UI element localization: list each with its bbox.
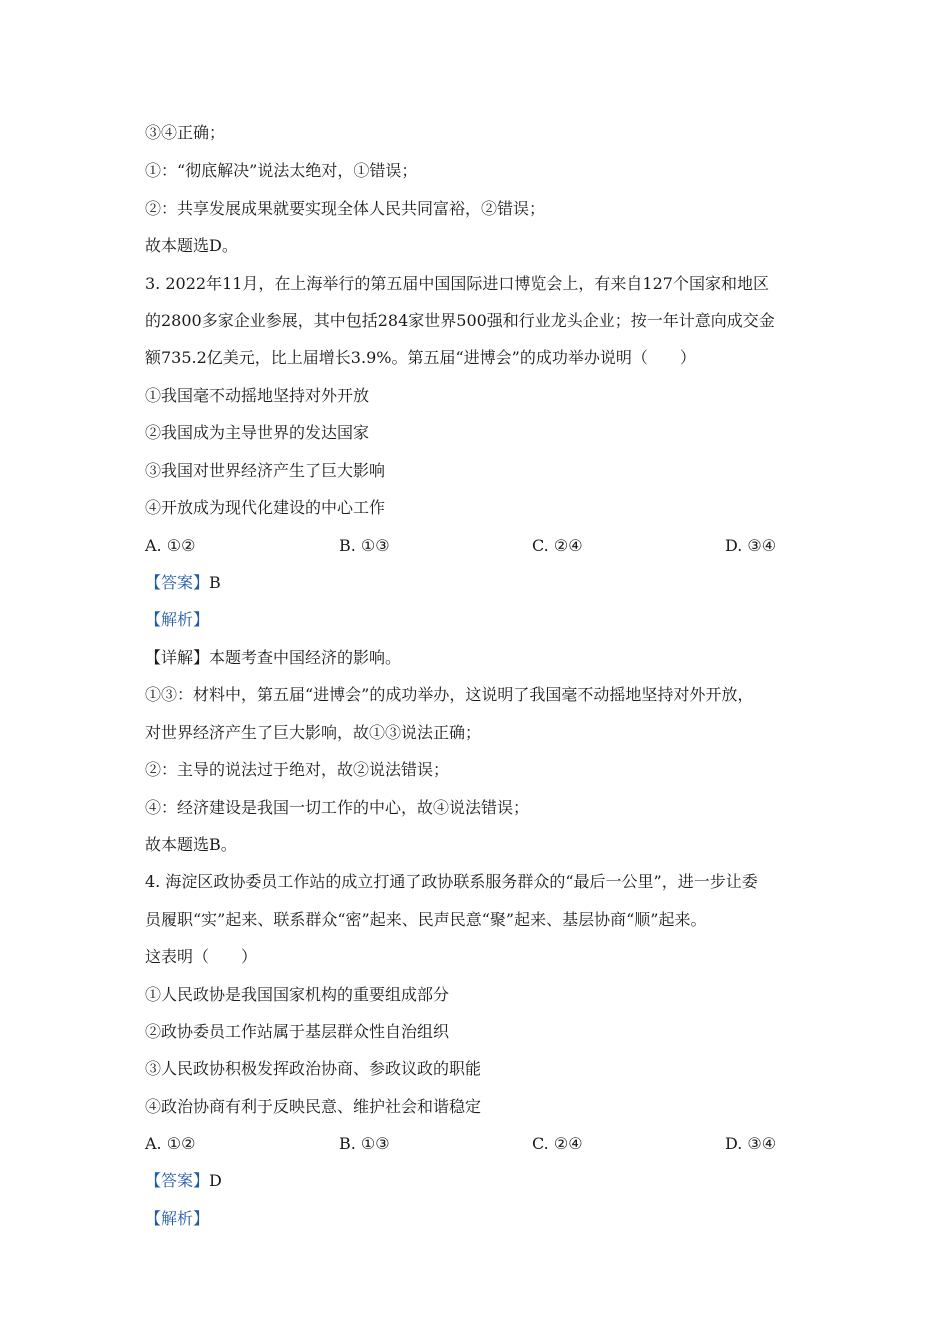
- question-3-explain: ②：主导的说法过于绝对，故②说法错误；: [145, 760, 450, 779]
- question-3-answer: [145, 573, 221, 593]
- detail-text: 本题考查中国经济的影响。: [209, 648, 402, 667]
- text-line: ③④正确；: [145, 123, 226, 142]
- text-line: ②：共享发展成果就要实现全体人民共同富裕，②错误；: [145, 199, 546, 218]
- question-4-option-b: B. ①③: [339, 1134, 390, 1153]
- question-3-item: ④开放成为现代化建设的中心工作: [145, 498, 386, 517]
- detail-tag: 【详解】: [145, 648, 210, 667]
- question-3-item: ②我国成为主导世界的发达国家: [145, 423, 370, 442]
- question-4-stem: 4. 海淀区政协委员工作站的成立打通了政协联系服务群众的“最后一公里”，进一步让委: [145, 872, 758, 891]
- question-3-analysis-tag: 【解析】: [145, 610, 210, 629]
- question-3-explain: ④：经济建设是我国一切工作的中心，故④说法错误；: [145, 798, 530, 817]
- question-3-explain: ①③：材料中，第五届“进博会”的成功举办，这说明了我国毫不动摇地坚持对外开放，: [145, 685, 754, 704]
- question-3-explain: 故本题选B。: [145, 835, 237, 854]
- question-3-option-c: C. ②④: [532, 536, 583, 555]
- question-4-analysis-tag: 【解析】: [145, 1209, 210, 1228]
- question-4-option-a: A. ①②: [145, 1134, 196, 1153]
- question-3-option-d: D. ③④: [725, 536, 777, 555]
- question-3-detail: [145, 648, 401, 668]
- question-4-item: ②政协委员工作站属于基层群众性自治组织: [145, 1022, 450, 1041]
- question-3-option-b: B. ①③: [339, 536, 390, 555]
- question-4-answer: [145, 1171, 222, 1191]
- answer-tag: 【答案】: [145, 1171, 210, 1190]
- question-3-item: ③我国对世界经济产生了巨大影响: [145, 461, 386, 480]
- question-4-stem: 员履职“实”起来、联系群众“密”起来、民声民意“聚”起来、基层协商“顺”起来。: [145, 910, 707, 929]
- answer-value: B: [209, 573, 221, 592]
- question-4-stem: 这表明（ ）: [145, 947, 258, 966]
- question-3-option-a: A. ①②: [145, 536, 196, 555]
- question-4-option-c: C. ②④: [532, 1134, 583, 1153]
- question-4-item: ④政治协商有利于反映民意、维护社会和谐稳定: [145, 1097, 482, 1116]
- question-3-stem: 3. 2022年11月，在上海举行的第五届中国国际进口博览会上，有来自127个国家和地区: [145, 274, 769, 293]
- question-3-item: ①我国毫不动摇地坚持对外开放: [145, 386, 370, 405]
- question-4-item: ③人民政协积极发挥政治协商、参政议政的职能: [145, 1059, 482, 1078]
- question-4-option-d: D. ③④: [725, 1134, 777, 1153]
- question-3-stem: 的2800多家企业参展，其中包括284家世界500强和行业龙头企业；按一年计意向成交金: [145, 311, 775, 330]
- question-4-item: ①人民政协是我国国家机构的重要组成部分: [145, 985, 450, 1004]
- question-3-explain: 对世界经济产生了巨大影响，故①③说法正确；: [145, 723, 482, 742]
- text-line: 故本题选D。: [145, 236, 238, 255]
- answer-tag: 【答案】: [145, 573, 210, 592]
- text-line: ①：“彻底解决”说法太绝对，①错误；: [145, 161, 418, 180]
- question-3-stem: 额735.2亿美元，比上届增长3.9%。第五届“进博会”的成功举办说明（ ）: [145, 348, 696, 367]
- answer-value: D: [209, 1171, 222, 1190]
